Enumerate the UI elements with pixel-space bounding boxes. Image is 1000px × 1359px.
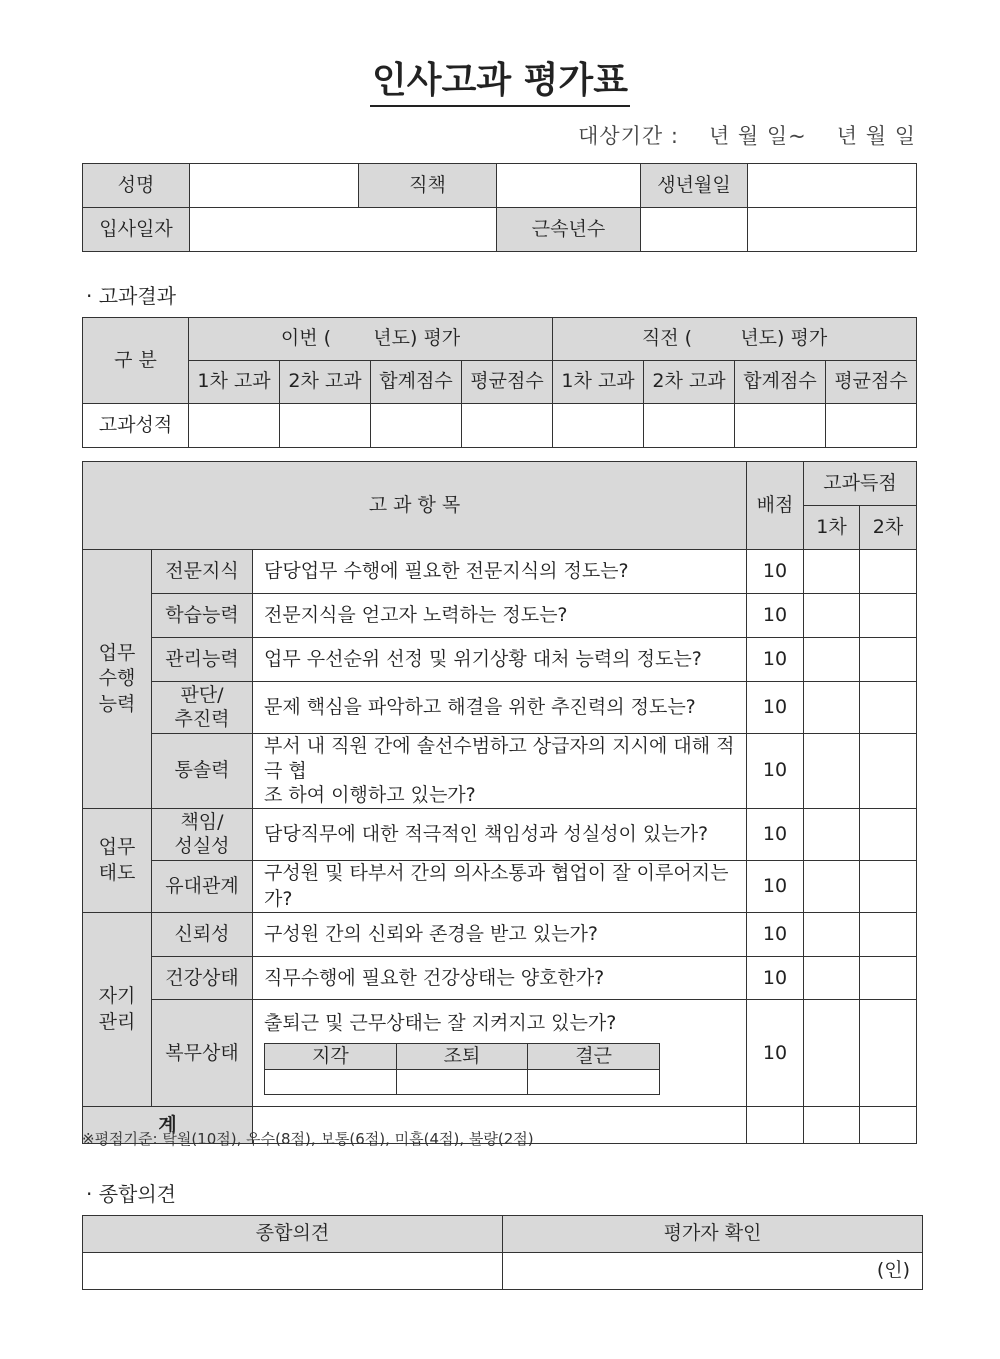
birth-field[interactable] (748, 164, 917, 208)
item-weight: 10 (747, 957, 804, 1000)
evaluator-seal-cell[interactable] (503, 1253, 923, 1290)
item-name: 통솔력 (152, 734, 253, 809)
col-header: 합계점수 (371, 361, 462, 404)
name-label: 성명 (83, 164, 190, 208)
first-score-cell[interactable] (804, 861, 860, 913)
item-desc: 업무 우선순위 선정 및 위기상황 대처 능력의 정도는? (253, 638, 747, 682)
item-desc: 구성원 및 타부서 간의 의사소통과 협업이 잘 이루어지는가? (253, 861, 747, 913)
item-name: 관리능력 (152, 638, 253, 682)
second-score-cell[interactable] (860, 550, 917, 594)
score-header: 고과득점 (804, 462, 917, 506)
total-second-score[interactable] (860, 1107, 917, 1144)
score-cell[interactable] (644, 404, 735, 448)
col-header: 1차 고과 (189, 361, 280, 404)
score-cell[interactable] (735, 404, 826, 448)
item-weight: 10 (747, 638, 804, 682)
second-score-cell[interactable] (860, 913, 917, 957)
col-header: 2차 고과 (644, 361, 735, 404)
join-date-field[interactable] (190, 208, 497, 252)
group-work-ability: 업무 수행 능력 (83, 550, 152, 809)
item-weight: 10 (747, 682, 804, 734)
item-desc: 전문지식을 얻고자 노력하는 정도는? (253, 594, 747, 638)
second-score-cell[interactable] (860, 1000, 917, 1107)
position-label: 직책 (359, 164, 497, 208)
items-header: 고 과 항 목 (83, 462, 747, 550)
current-year-header: 이번 ( 년도) 평가 (189, 318, 553, 361)
second-score-cell[interactable] (860, 638, 917, 682)
second-score-cell[interactable] (860, 861, 917, 913)
item-weight: 10 (747, 913, 804, 957)
item-desc-attendance (253, 1000, 747, 1107)
birth-label: 생년월일 (641, 164, 748, 208)
first-score-cell[interactable] (804, 913, 860, 957)
group-work-attitude: 업무 태도 (83, 809, 152, 913)
item-desc: 담당직무에 대한 적극적인 책임성과 성실성이 있는가? (253, 809, 747, 861)
name-field[interactable] (190, 164, 359, 208)
section-result-heading: · 고과결과 (86, 284, 176, 308)
score-cell[interactable] (553, 404, 644, 448)
total-weight-cell (747, 1107, 804, 1144)
evaluation-table (82, 461, 917, 1144)
item-weight: 10 (747, 809, 804, 861)
seal-label: (인) (876, 1259, 910, 1282)
first-score-cell[interactable] (804, 734, 860, 809)
item-name: 전문지식 (152, 550, 253, 594)
evaluation-period: 대상기간 : 년 월 일~ 년 월 일 (578, 124, 916, 148)
scoring-criteria-note: ※평점기준: 탁월(10점), 우수(8점), 보통(6점), 미흡(4점), 불량(2점) (82, 1130, 534, 1148)
col-header: 2차 고과 (280, 361, 371, 404)
score-cell[interactable] (371, 404, 462, 448)
first-score-cell[interactable] (804, 594, 860, 638)
col-header: 평균점수 (826, 361, 917, 404)
col-header: 평균점수 (462, 361, 553, 404)
early-leave-label: 조퇴 (396, 1043, 528, 1070)
opinion-header: 종합의견 (83, 1216, 503, 1253)
item-weight: 10 (747, 1000, 804, 1107)
score-cell[interactable] (189, 404, 280, 448)
second-score-cell[interactable] (860, 594, 917, 638)
total-label: 계 (83, 1107, 253, 1144)
second-score-cell[interactable] (860, 957, 917, 1000)
weight-header: 배점 (747, 462, 804, 550)
opinion-table (82, 1215, 923, 1290)
item-name: 판단/ 추진력 (152, 682, 253, 734)
first-score-cell[interactable] (804, 550, 860, 594)
item-weight: 10 (747, 550, 804, 594)
col-header: 1차 고과 (553, 361, 644, 404)
first-score-header: 1차 (804, 506, 860, 550)
page-title: 인사고과 평가표 (0, 52, 1000, 103)
join-date-label: 입사일자 (83, 208, 190, 252)
item-desc: 문제 핵심을 파악하고 해결을 위한 추진력의 정도는? (253, 682, 747, 734)
item-desc: 출퇴근 및 근무상태는 잘 지켜지고 있는가? (264, 1012, 617, 1035)
late-label: 지각 (265, 1043, 397, 1070)
result-table (82, 317, 917, 448)
years-extra-field[interactable] (748, 208, 917, 252)
item-desc: 부서 내 직원 간에 솔선수범하고 상급자의 지시에 대해 적극 협 조 하여 이행하고 있는가? (253, 734, 747, 809)
first-score-cell[interactable] (804, 682, 860, 734)
first-score-cell[interactable] (804, 638, 860, 682)
group-self-management: 자기 관리 (83, 913, 152, 1107)
item-desc: 구성원 간의 신뢰와 존경을 받고 있는가? (253, 913, 747, 957)
previous-year-header: 직전 ( 년도) 평가 (553, 318, 917, 361)
second-score-cell[interactable] (860, 734, 917, 809)
item-desc: 담당업무 수행에 필요한 전문지식의 정도는? (253, 550, 747, 594)
opinion-field[interactable] (83, 1253, 503, 1290)
section-opinion-heading: · 종합의견 (86, 1182, 176, 1206)
second-score-cell[interactable] (860, 809, 917, 861)
item-weight: 10 (747, 734, 804, 809)
attendance-subtable (264, 1043, 660, 1096)
item-name: 신뢰성 (152, 913, 253, 957)
total-first-score[interactable] (804, 1107, 860, 1144)
score-row-label: 고과성적 (83, 404, 189, 448)
first-score-cell[interactable] (804, 1000, 860, 1107)
item-name: 복무상태 (152, 1000, 253, 1107)
years-field[interactable] (641, 208, 748, 252)
years-label: 근속년수 (497, 208, 641, 252)
second-score-header: 2차 (860, 506, 917, 550)
score-cell[interactable] (462, 404, 553, 448)
category-header: 구 분 (83, 318, 189, 404)
item-name: 건강상태 (152, 957, 253, 1000)
first-score-cell[interactable] (804, 809, 860, 861)
item-name: 학습능력 (152, 594, 253, 638)
absence-field[interactable] (528, 1070, 660, 1095)
early-leave-field[interactable] (396, 1070, 528, 1095)
score-cell[interactable] (280, 404, 371, 448)
col-header: 합계점수 (735, 361, 826, 404)
evaluator-confirm-header: 평가자 확인 (503, 1216, 923, 1253)
item-weight: 10 (747, 594, 804, 638)
personal-info-table (82, 163, 917, 252)
item-name: 책임/ 성실성 (152, 809, 253, 861)
item-weight: 10 (747, 861, 804, 913)
first-score-cell[interactable] (804, 957, 860, 1000)
late-field[interactable] (265, 1070, 397, 1095)
score-cell[interactable] (826, 404, 917, 448)
position-field[interactable] (497, 164, 641, 208)
second-score-cell[interactable] (860, 682, 917, 734)
item-desc: 직무수행에 필요한 건강상태는 양호한가? (253, 957, 747, 1000)
absence-label: 결근 (528, 1043, 660, 1070)
item-name: 유대관계 (152, 861, 253, 913)
